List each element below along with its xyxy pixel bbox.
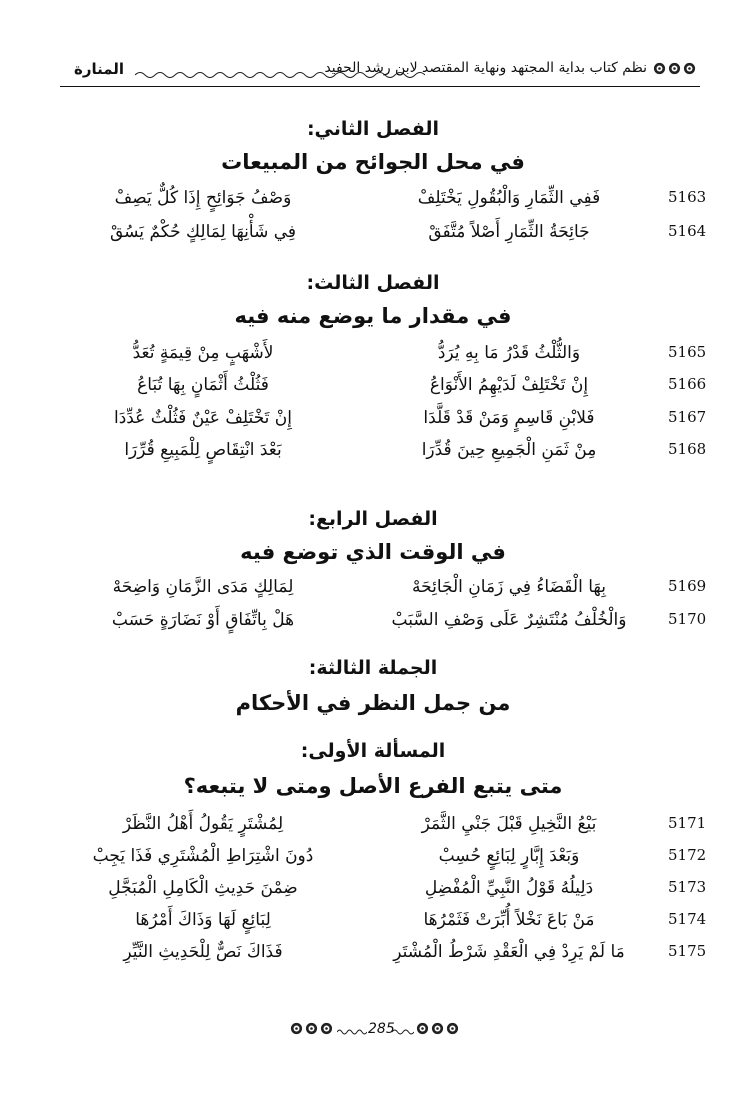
verse-first-hemistich: بِهَا الْقَضَاءُ فِي زَمَانِ الْجَائِحَهْ (412, 577, 606, 597)
verse-number: 5174 (668, 910, 707, 928)
book-title: المنارة (74, 60, 125, 78)
rosette-icon (416, 1022, 429, 1035)
verse-row (0, 188, 746, 216)
verse-row (0, 942, 746, 970)
verse-first-hemistich: مَا لَمْ يَرِدْ فِي الْعَقْدِ شَرْطُ الْمُشْتَرِ (393, 942, 625, 962)
section-heading: الجملة الثالثة: (308, 657, 438, 679)
verse-number: 5168 (668, 440, 707, 458)
verse-number: 5165 (668, 343, 707, 361)
verse-first-hemistich: وَالثُّلْثُ قَدْرُ مَا بِهِ يُرَدُّ (437, 343, 581, 363)
verse-row (0, 222, 746, 250)
verse-second-hemistich: إِنْ تَخْتَلِفْ عَيْنٌ فَثُلْثٌ عُدِّدَا (113, 408, 293, 428)
rosette-icon (446, 1022, 459, 1035)
section-heading: الفصل الرابع: (308, 508, 438, 530)
section-subheading: في مقدار ما يوضع منه فيه (234, 304, 512, 328)
verse-number: 5175 (668, 942, 707, 960)
section-subheading: في محل الجوائح من المبيعات (221, 150, 525, 174)
verse-second-hemistich: لأَشْهَبٍ مِنْ قِيمَةٍ تُعَدُّ (132, 343, 274, 363)
verse-row (0, 440, 746, 468)
verse-second-hemistich: ضِمْنَ حَدِيثِ الْكَامِلِ الْمُبَجَّلِ (108, 878, 298, 898)
verse-second-hemistich: بَعْدَ انْتِقَاصٍ لِلْمَبِيعِ قُرِّرَا (124, 440, 282, 460)
footer-rosettes-left (290, 1022, 333, 1035)
verse-second-hemistich: فَثُلْثُ أَثْمَانٍ بِهَا تُبَاعُ (137, 375, 269, 395)
verse-second-hemistich: وَصْفُ جَوَائِحٍ إِذَا كُلٌّ يَصِفْ (114, 188, 292, 208)
rosette-icon (305, 1022, 318, 1035)
verse-first-hemistich: جَائِحَةُ الثِّمَارِ أَصْلاً مُتَّفَقْ (428, 222, 590, 242)
verse-number: 5170 (668, 610, 707, 628)
wavy-ornament-icon (392, 1028, 414, 1036)
running-header (60, 58, 700, 88)
verse-number: 5166 (668, 375, 707, 393)
verse-second-hemistich: فَذَاكَ نَصٌّ لِلْحَدِيثِ النَّيِّرِ (123, 942, 283, 962)
section-heading: الفصل الثاني: (306, 118, 440, 140)
rosette-icon (320, 1022, 333, 1035)
running-title-group (324, 60, 696, 76)
verse-row (0, 610, 746, 638)
verse-number: 5173 (668, 878, 707, 896)
verse-row (0, 577, 746, 605)
section-heading: الفصل الثالث: (306, 272, 440, 294)
verse-first-hemistich: مَنْ بَاعَ نَخْلاً أُبِّرَتْ فَثَمْرُهَا (423, 910, 595, 930)
verse-first-hemistich: دَلِيلُهُ قَوْلُ النَّبِيِّ الْمُفْضِلِ (424, 878, 594, 898)
header-rule (60, 86, 700, 87)
rosette-icon (668, 62, 681, 75)
verse-second-hemistich: لِمُشْتَرٍ يَقُولُ أَهْلُ النَّظَرْ (122, 814, 284, 834)
verse-number: 5172 (668, 846, 707, 864)
verse-number: 5169 (668, 577, 707, 595)
section-subheading: من جمل النظر في الأحكام (235, 691, 511, 715)
section-subheading: متى يتبع الفرع الأصل ومتى لا يتبعه؟ (183, 774, 563, 798)
rosette-icon (431, 1022, 444, 1035)
verse-row (0, 408, 746, 436)
footer-rosettes-right (416, 1022, 459, 1035)
verse-first-hemistich: مِنْ ثَمَنِ الْجَمِيعِ حِينَ قُدِّرَا (421, 440, 597, 460)
verse-second-hemistich: هَلْ بِاتِّفَاقٍ أَوْ نَضَارَةٍ حَسَبْ (111, 610, 295, 630)
verse-number: 5167 (668, 408, 707, 426)
running-title: نظم كتاب بداية المجتهد ونهاية المقتصد لابن رشد الحفيد (324, 60, 647, 76)
verse-row (0, 910, 746, 938)
verse-number: 5171 (668, 814, 707, 832)
verse-first-hemistich: فَلابْنِ قَاسِمٍ وَمَنْ قَدْ قَلَّدَا (423, 408, 595, 428)
page-number: 285 (368, 1021, 395, 1037)
verse-first-hemistich: بَيْعُ النَّخِيلِ قَبْلَ جَنْيِ الثَّمَرْ (421, 814, 597, 834)
verse-number: 5163 (668, 188, 707, 206)
rosette-ornaments (653, 62, 696, 75)
section-subheading: في الوقت الذي توضع فيه (240, 540, 506, 564)
rosette-icon (653, 62, 666, 75)
verse-first-hemistich: فَفِي الثِّمَارِ وَالْبُقُولِ يَخْتَلِفْ (417, 188, 601, 208)
verse-second-hemistich: لِمَالِكٍ مَدَى الزَّمَانِ وَاضِحَهْ (112, 577, 294, 597)
page-footer (0, 1018, 746, 1042)
verse-row (0, 846, 746, 874)
wavy-ornament-icon (337, 1028, 367, 1036)
verse-row (0, 343, 746, 371)
verse-row (0, 375, 746, 403)
verse-number: 5164 (668, 222, 707, 240)
section-heading: المسألة الأولى: (300, 740, 446, 762)
verse-row (0, 814, 746, 842)
verse-first-hemistich: وَالْخُلْفُ مُنْتَشِرٌ عَلَى وَصْفِ السَّبَبْ (391, 610, 627, 630)
verse-second-hemistich: دُونَ اشْتِرَاطِ الْمُشْتَرِي فَذَا يَجِبْ (92, 846, 314, 866)
verse-row (0, 878, 746, 906)
verse-first-hemistich: وَبَعْدَ إِبَّارٍ لِبَائِعٍ حُسِبْ (438, 846, 580, 866)
verse-first-hemistich: إِنْ تَخْتَلِفْ لَدَيْهِمُ الأَنْوَاعُ (429, 375, 589, 395)
rosette-icon (290, 1022, 303, 1035)
verse-second-hemistich: فِي شَأْنِهَا لِمَالِكٍ حُكْمٌ يَسُقْ (109, 222, 297, 242)
verse-second-hemistich: لِبَائِعٍ لَهَا وَذَاكَ أَمْرُهَا (135, 910, 271, 930)
rosette-icon (683, 62, 696, 75)
